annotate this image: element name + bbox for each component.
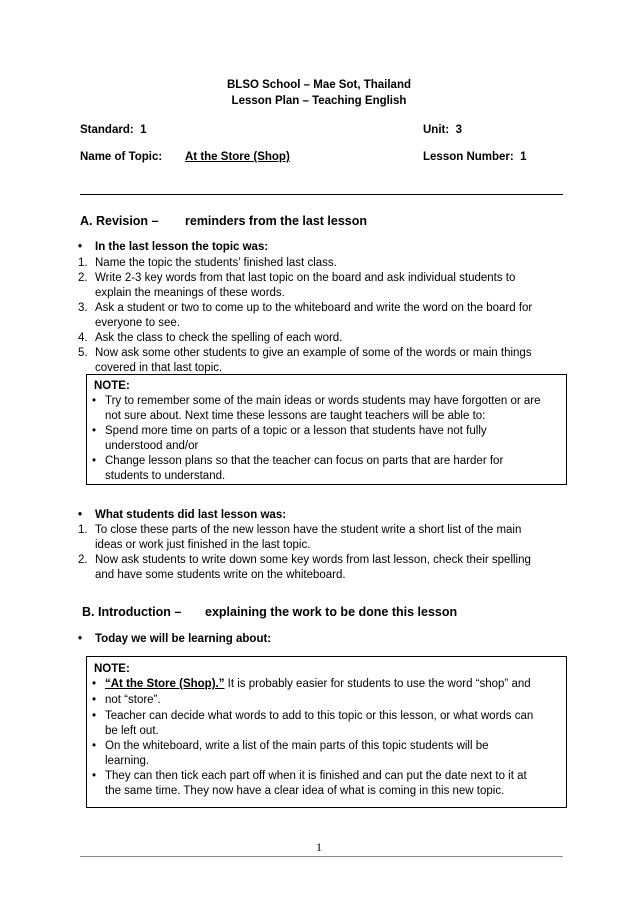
document-title xyxy=(0,77,638,109)
note-title: NOTE: xyxy=(94,663,130,675)
note-title: NOTE: xyxy=(94,380,130,392)
section-b-subheading: explaining the work to be done this lesson xyxy=(205,605,458,619)
note-box-introduction: NOTE: • “At the Store (Shop).” It is probably easier for students to use the word “shop” and • not “store”. • Teacher can decide what words to add to this topic or this lesson, or what words can be left out. • On the whiteboard, write a list of the main parts of this topic students will be learning. • They can then tick each part off when it is finished and can put the date next to it at the same time. They now have a clear idea of what is coming in this new topic. xyxy=(86,656,567,808)
footer-divider xyxy=(80,856,563,857)
standard-label: Standard: 1 xyxy=(80,124,147,136)
title-line-1: BLSO School – Mae Sot, Thailand xyxy=(226,79,412,91)
lesson-number-label: Lesson Number: 1 xyxy=(423,151,527,163)
unit-value: 3 xyxy=(455,124,462,136)
topic-label: Name of Topic: xyxy=(80,151,163,163)
section-a-subheading: reminders from the last lesson xyxy=(185,214,368,228)
unit-label: Unit: 3 xyxy=(423,124,462,136)
header-divider xyxy=(80,194,563,195)
topic-value: At the Store (Shop) xyxy=(185,151,290,163)
standard-value: 1 xyxy=(140,124,147,136)
section-a-heading: A. Revision – xyxy=(80,214,159,228)
section-b-heading: B. Introduction – xyxy=(82,605,182,619)
note-box-revision: NOTE: • Try to remember some of the main ideas or words students may have forgotten or are not sure about. Next time these lessons are taught teachers will be able to: • Spend more time on parts of a topic or a lesson that students have not fully understood and/or • Change lesson plans so that the teacher can focus on parts that are harder for students to understand. xyxy=(86,374,567,485)
page-number: 1 xyxy=(316,840,322,854)
lesson-number-value: 1 xyxy=(520,151,527,163)
title-line-2: Lesson Plan – Teaching English xyxy=(231,95,407,107)
